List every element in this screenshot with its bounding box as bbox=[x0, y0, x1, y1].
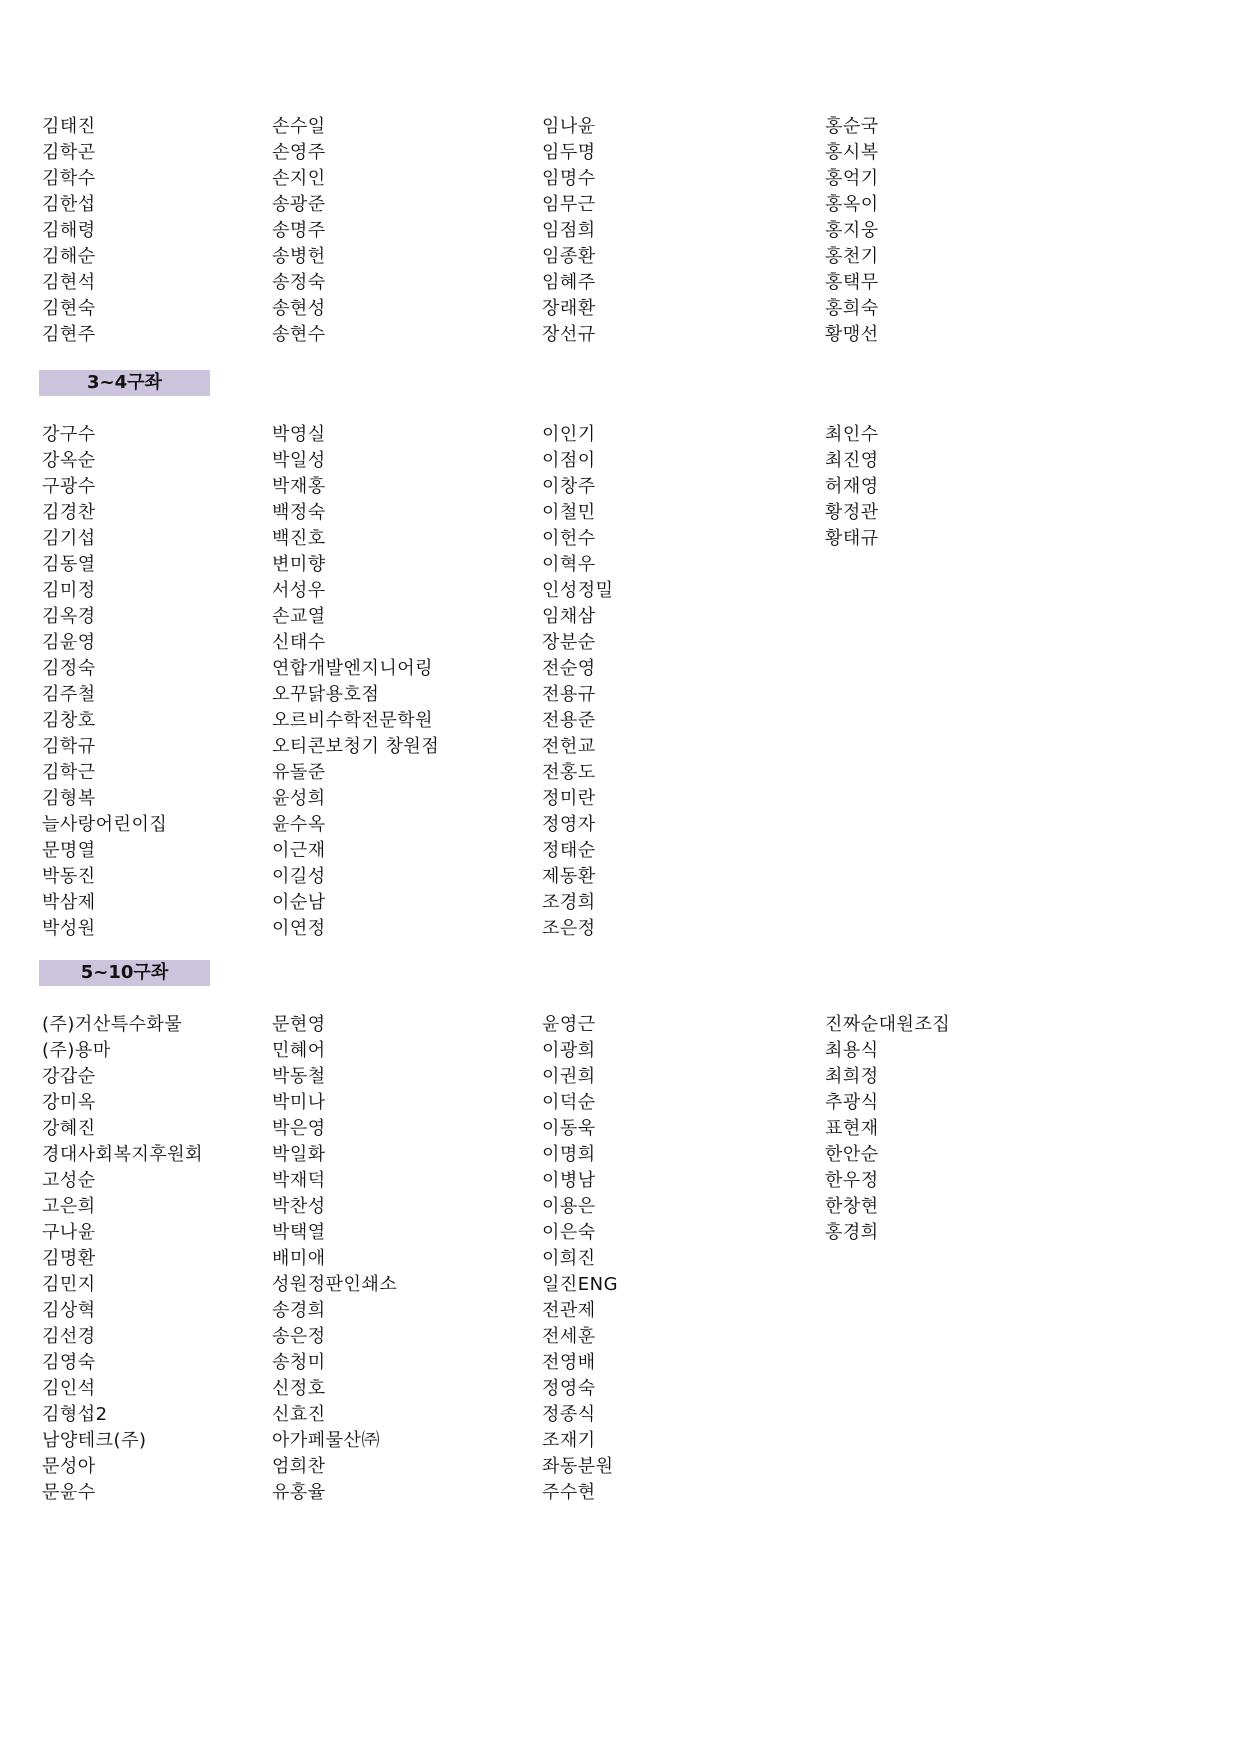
donor-name: 윤영근 bbox=[542, 1014, 596, 1035]
donor-name: 민혜어 bbox=[272, 1040, 326, 1061]
donor-name: 문명열 bbox=[42, 840, 96, 861]
donor-name: 표현재 bbox=[825, 1118, 879, 1139]
donor-name: 문윤수 bbox=[42, 1482, 96, 1503]
donor-name: 홍택무 bbox=[825, 272, 879, 293]
donor-name: 박재덕 bbox=[272, 1170, 326, 1191]
donor-name: 이창주 bbox=[542, 476, 596, 497]
donor-name: 장선규 bbox=[542, 324, 596, 345]
donor-name: 홍희숙 bbox=[825, 298, 879, 319]
name-column bbox=[542, 1012, 618, 1506]
donor-name: 임혜주 bbox=[542, 272, 596, 293]
donor-name: 이은숙 bbox=[542, 1222, 596, 1243]
donor-name: 주수현 bbox=[542, 1482, 596, 1503]
donor-name: (주)용마 bbox=[42, 1040, 111, 1061]
donor-name: 김학곤 bbox=[42, 142, 96, 163]
donor-name: 김창호 bbox=[42, 710, 96, 731]
donor-name: 이점이 bbox=[542, 450, 596, 471]
donor-name: 홍억기 bbox=[825, 168, 879, 189]
donor-name: 홍경희 bbox=[825, 1222, 879, 1243]
donor-name: 김한섭 bbox=[42, 194, 96, 215]
donor-name: 박은영 bbox=[272, 1118, 326, 1139]
donor-name: 김현주 bbox=[42, 324, 96, 345]
donor-name: 성원정판인쇄소 bbox=[272, 1274, 398, 1295]
donor-name: 박일화 bbox=[272, 1144, 326, 1165]
donor-name: 송경희 bbox=[272, 1300, 326, 1321]
donor-name: 추광식 bbox=[825, 1092, 879, 1113]
donor-name: 전순영 bbox=[542, 658, 596, 679]
name-column bbox=[272, 114, 326, 348]
donor-name: 임점희 bbox=[542, 220, 596, 241]
donor-name: 김해령 bbox=[42, 220, 96, 241]
donor-name: 손수일 bbox=[272, 116, 326, 137]
donor-name: 조재기 bbox=[542, 1430, 596, 1451]
donor-name: 박찬성 bbox=[272, 1196, 326, 1217]
donor-name: 손지인 bbox=[272, 168, 326, 189]
donor-name: 김명환 bbox=[42, 1248, 96, 1269]
donor-name: 문현영 bbox=[272, 1014, 326, 1035]
donor-name: 임명수 bbox=[542, 168, 596, 189]
donor-name: 백정숙 bbox=[272, 502, 326, 523]
donor-name: 이용은 bbox=[542, 1196, 596, 1217]
donor-name: 김인석 bbox=[42, 1378, 96, 1399]
donor-name: 이연정 bbox=[272, 918, 326, 939]
name-column bbox=[42, 422, 167, 942]
donor-name: 전세훈 bbox=[542, 1326, 596, 1347]
name-column bbox=[825, 1012, 950, 1246]
donor-name: 허재영 bbox=[825, 476, 879, 497]
section-label-5-10: 5~10구좌 bbox=[39, 960, 210, 986]
donor-name: 박동진 bbox=[42, 866, 96, 887]
donor-name: 황정관 bbox=[825, 502, 879, 523]
name-column bbox=[825, 422, 879, 552]
donor-name: 신정호 bbox=[272, 1378, 326, 1399]
donor-name: 정미란 bbox=[542, 788, 596, 809]
name-column bbox=[42, 1012, 203, 1506]
donor-name: 이명희 bbox=[542, 1144, 596, 1165]
donor-name: 박동철 bbox=[272, 1066, 326, 1087]
donor-name: 이광희 bbox=[542, 1040, 596, 1061]
donor-name: 송청미 bbox=[272, 1352, 326, 1373]
donor-name: 진짜순대원조집 bbox=[825, 1014, 951, 1035]
donor-name: 황태규 bbox=[825, 528, 879, 549]
donor-name: 전헌교 bbox=[542, 736, 596, 757]
donor-name: 전용규 bbox=[542, 684, 596, 705]
donor-name: 이헌수 bbox=[542, 528, 596, 549]
donor-name: 김동열 bbox=[42, 554, 96, 575]
donor-name: 오르비수학전문학원 bbox=[272, 710, 433, 731]
donor-name: 김옥경 bbox=[42, 606, 96, 627]
donor-name: 김기섭 bbox=[42, 528, 96, 549]
donor-name: 이동욱 bbox=[542, 1118, 596, 1139]
donor-name: 김영숙 bbox=[42, 1352, 96, 1373]
donor-name: 송현수 bbox=[272, 324, 326, 345]
donor-name: 한우정 bbox=[825, 1170, 879, 1191]
donor-name: 김상혁 bbox=[42, 1300, 96, 1321]
donor-name: 이혁우 bbox=[542, 554, 596, 575]
donor-name: 신효진 bbox=[272, 1404, 326, 1425]
donor-name: 박일성 bbox=[272, 450, 326, 471]
donor-name: 김학수 bbox=[42, 168, 96, 189]
donor-name: 손교열 bbox=[272, 606, 326, 627]
donor-name: 연합개발엔지니어링 bbox=[272, 658, 433, 679]
donor-name: 좌동분원 bbox=[542, 1456, 614, 1477]
donor-name: 아가페물산㈜ bbox=[272, 1430, 380, 1451]
donor-name: 유홍율 bbox=[272, 1482, 326, 1503]
donor-name: 황맹선 bbox=[825, 324, 879, 345]
donor-name: 이근재 bbox=[272, 840, 326, 861]
name-column bbox=[542, 114, 596, 348]
donor-name: 강미옥 bbox=[42, 1092, 96, 1113]
donor-name: 정종식 bbox=[542, 1404, 596, 1425]
donor-name: 오꾸닭용호점 bbox=[272, 684, 380, 705]
donor-name: 장분순 bbox=[542, 632, 596, 653]
donor-name: 김현석 bbox=[42, 272, 96, 293]
donor-name: 김학근 bbox=[42, 762, 96, 783]
donor-name: 임나윤 bbox=[542, 116, 596, 137]
donor-name: 강옥순 bbox=[42, 450, 96, 471]
donor-name: 김형섭2 bbox=[42, 1404, 108, 1425]
donor-name: 홍순국 bbox=[825, 116, 879, 137]
donor-name: 장래환 bbox=[542, 298, 596, 319]
donor-name: 최희정 bbox=[825, 1066, 879, 1087]
donor-name: 이길성 bbox=[272, 866, 326, 887]
donor-name: 홍시복 bbox=[825, 142, 879, 163]
donor-name: 송광준 bbox=[272, 194, 326, 215]
donor-name: 임종환 bbox=[542, 246, 596, 267]
donor-name: 송정숙 bbox=[272, 272, 326, 293]
donor-name: 구광수 bbox=[42, 476, 96, 497]
donor-name: 윤성희 bbox=[272, 788, 326, 809]
donor-name: 한안순 bbox=[825, 1144, 879, 1165]
donor-name: 홍천기 bbox=[825, 246, 879, 267]
section-label-3-4: 3~4구좌 bbox=[39, 370, 210, 396]
donor-name: 김경찬 bbox=[42, 502, 96, 523]
donor-name: 조은정 bbox=[542, 918, 596, 939]
donor-name: 윤수옥 bbox=[272, 814, 326, 835]
donor-name: 송병헌 bbox=[272, 246, 326, 267]
donor-name: 이희진 bbox=[542, 1248, 596, 1269]
donor-name: 김선경 bbox=[42, 1326, 96, 1347]
name-column bbox=[542, 422, 614, 942]
donor-name: 한창현 bbox=[825, 1196, 879, 1217]
donor-name: 이권희 bbox=[542, 1066, 596, 1087]
donor-name: 늘사랑어린이집 bbox=[42, 814, 168, 835]
donor-name: 홍옥이 bbox=[825, 194, 879, 215]
donor-name: 인성정밀 bbox=[542, 580, 614, 601]
donor-name: 박영실 bbox=[272, 424, 326, 445]
donor-name: 신태수 bbox=[272, 632, 326, 653]
donor-name: 정영숙 bbox=[542, 1378, 596, 1399]
donor-name: 서성우 bbox=[272, 580, 326, 601]
donor-name: 일진ENG bbox=[542, 1274, 619, 1295]
donor-name: 강혜진 bbox=[42, 1118, 96, 1139]
donor-name: 임두명 bbox=[542, 142, 596, 163]
donor-name: 김해순 bbox=[42, 246, 96, 267]
donor-name: 송명주 bbox=[272, 220, 326, 241]
donor-name: 전관제 bbox=[542, 1300, 596, 1321]
donor-name: 송현성 bbox=[272, 298, 326, 319]
donor-name: 김미정 bbox=[42, 580, 96, 601]
donor-name: 전홍도 bbox=[542, 762, 596, 783]
donor-name: 경대사회복지후원회 bbox=[42, 1144, 203, 1165]
donor-name: 김형복 bbox=[42, 788, 96, 809]
donor-name: 박재홍 bbox=[272, 476, 326, 497]
donor-name: 김윤영 bbox=[42, 632, 96, 653]
donor-name: 박성원 bbox=[42, 918, 96, 939]
donor-name: (주)거산특수화물 bbox=[42, 1014, 183, 1035]
donor-name: 정태순 bbox=[542, 840, 596, 861]
donor-name: 홍지웅 bbox=[825, 220, 879, 241]
donor-name: 강구수 bbox=[42, 424, 96, 445]
donor-name: 이병남 bbox=[542, 1170, 596, 1191]
donor-name: 최인수 bbox=[825, 424, 879, 445]
donor-name: 박택열 bbox=[272, 1222, 326, 1243]
donor-name: 김정숙 bbox=[42, 658, 96, 679]
donor-name: 박미나 bbox=[272, 1092, 326, 1113]
donor-name: 박삼제 bbox=[42, 892, 96, 913]
donor-name: 고성순 bbox=[42, 1170, 96, 1191]
donor-name: 변미향 bbox=[272, 554, 326, 575]
donor-name: 이철민 bbox=[542, 502, 596, 523]
donor-name: 김민지 bbox=[42, 1274, 96, 1295]
donor-name: 임무근 bbox=[542, 194, 596, 215]
donor-name: 남양테크(주) bbox=[42, 1430, 147, 1451]
name-column bbox=[272, 1012, 397, 1506]
donor-name: 김태진 bbox=[42, 116, 96, 137]
donor-name: 김학규 bbox=[42, 736, 96, 757]
donor-name: 최진영 bbox=[825, 450, 879, 471]
donor-name: 문성아 bbox=[42, 1456, 96, 1477]
donor-name: 전영배 bbox=[542, 1352, 596, 1373]
donor-name: 오티콘보청기 창원점 bbox=[272, 736, 440, 757]
donor-name: 임채삼 bbox=[542, 606, 596, 627]
donor-name: 최용식 bbox=[825, 1040, 879, 1061]
donor-name: 손영주 bbox=[272, 142, 326, 163]
name-column bbox=[42, 114, 96, 348]
donor-name: 김주철 bbox=[42, 684, 96, 705]
donor-name: 유돌준 bbox=[272, 762, 326, 783]
donor-name: 전용준 bbox=[542, 710, 596, 731]
donor-name: 백진호 bbox=[272, 528, 326, 549]
donor-name: 고은희 bbox=[42, 1196, 96, 1217]
donor-name: 이인기 bbox=[542, 424, 596, 445]
donor-name: 송은정 bbox=[272, 1326, 326, 1347]
donor-name: 김현숙 bbox=[42, 298, 96, 319]
donor-name: 엄희찬 bbox=[272, 1456, 326, 1477]
donor-name: 제동환 bbox=[542, 866, 596, 887]
donor-name: 정영자 bbox=[542, 814, 596, 835]
name-column bbox=[825, 114, 879, 348]
donor-name: 이순남 bbox=[272, 892, 326, 913]
donor-name: 강갑순 bbox=[42, 1066, 96, 1087]
donor-name: 배미애 bbox=[272, 1248, 326, 1269]
donor-name: 구나윤 bbox=[42, 1222, 96, 1243]
name-column bbox=[272, 422, 439, 942]
donor-name: 조경희 bbox=[542, 892, 596, 913]
donor-name: 이덕순 bbox=[542, 1092, 596, 1113]
